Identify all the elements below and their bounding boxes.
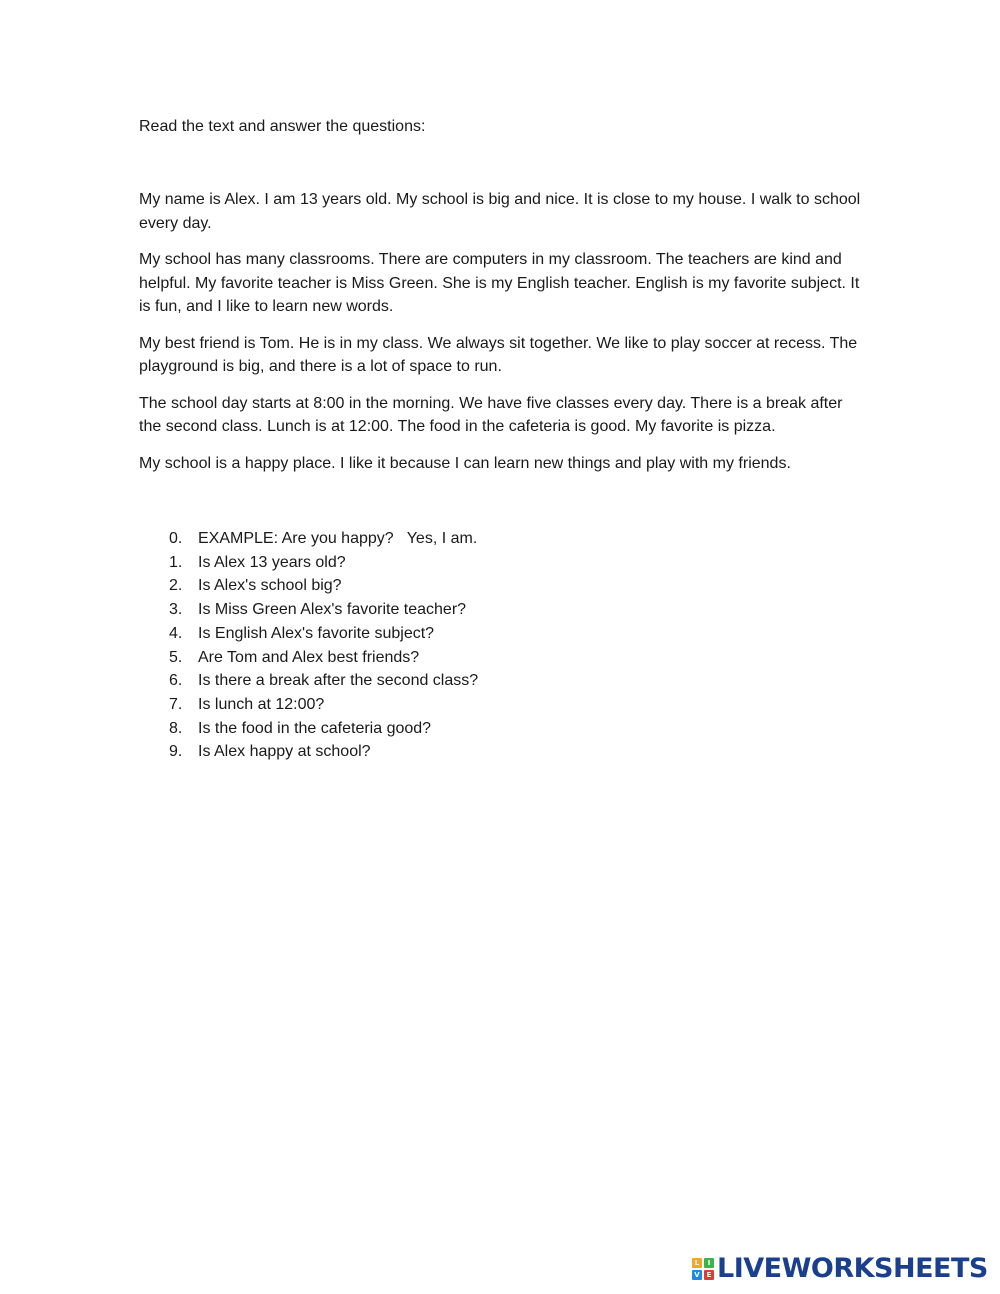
- question-text: Is there a break after the second class?: [198, 672, 479, 690]
- question-item: [139, 693, 839, 717]
- instruction-text: Read the text and answer the questions:: [139, 118, 426, 135]
- question-item: [139, 598, 839, 622]
- question-number: 0.: [169, 530, 183, 547]
- question-item: [139, 527, 839, 551]
- question-number: 5.: [169, 648, 183, 666]
- question-number: 4.: [169, 624, 183, 642]
- question-number: 3.: [169, 601, 183, 619]
- passage-paragraph: My school has many classrooms. There are computers in my classroom. The teachers are kind and helpful. My favorite teacher is Miss Green. She is my English teacher. English is my favorite subject. It is fun, and I like to learn new words.: [139, 251, 860, 315]
- question-text: Is Alex happy at school?: [198, 743, 371, 761]
- question-text: EXAMPLE: Are you happy? Yes, I am.: [198, 530, 478, 547]
- question-number: 8.: [169, 719, 183, 737]
- question-item: [139, 669, 839, 693]
- logo-block: V: [692, 1270, 702, 1280]
- question-item: [139, 717, 839, 741]
- question-item: [139, 646, 839, 670]
- question-number: 7.: [169, 695, 183, 713]
- passage-paragraph: My school is a happy place. I like it because I can learn new things and play with my friends.: [139, 454, 791, 472]
- logo-block: E: [704, 1270, 714, 1280]
- passage-paragraph: My best friend is Tom. He is in my class. We always sit together. We like to play soccer at recess. The playground is big, and there is a lot of space to run.: [139, 334, 858, 375]
- question-text: Is Miss Green Alex's favorite teacher?: [198, 601, 467, 619]
- question-item: [139, 551, 839, 575]
- question-item: [139, 622, 839, 646]
- logo-text: LIVEWORKSHEETS: [717, 1253, 988, 1284]
- question-item: [139, 740, 839, 764]
- question-text: Is Alex 13 years old?: [198, 553, 346, 571]
- question-number: 1.: [169, 553, 183, 571]
- question-number: 2.: [169, 577, 183, 595]
- question-text: Is Alex's school big?: [198, 577, 342, 595]
- question-text: Are Tom and Alex best friends?: [198, 648, 420, 666]
- liveworksheets-logo: [692, 1255, 988, 1283]
- passage-paragraph: The school day starts at 8:00 in the morning. We have five classes every day. There is a break after the second class. Lunch is at 12:00. The food in the cafeteria is good. My favorite is pizza.: [139, 394, 843, 435]
- question-text: Is the food in the cafeteria good?: [198, 719, 432, 737]
- question-number: 6.: [169, 672, 183, 690]
- question-list: [139, 527, 839, 764]
- reading-passage: [139, 188, 863, 488]
- question-number: 9.: [169, 743, 183, 761]
- logo-blocks-icon: [692, 1258, 714, 1280]
- passage-paragraph: My name is Alex. I am 13 years old. My school is big and nice. It is close to my house. I walk to school every day.: [139, 191, 861, 232]
- question-text: Is lunch at 12:00?: [198, 695, 325, 713]
- logo-block: L: [692, 1258, 702, 1268]
- question-item: [139, 574, 839, 598]
- logo-block: I: [704, 1258, 714, 1268]
- question-text: Is English Alex's favorite subject?: [198, 624, 435, 642]
